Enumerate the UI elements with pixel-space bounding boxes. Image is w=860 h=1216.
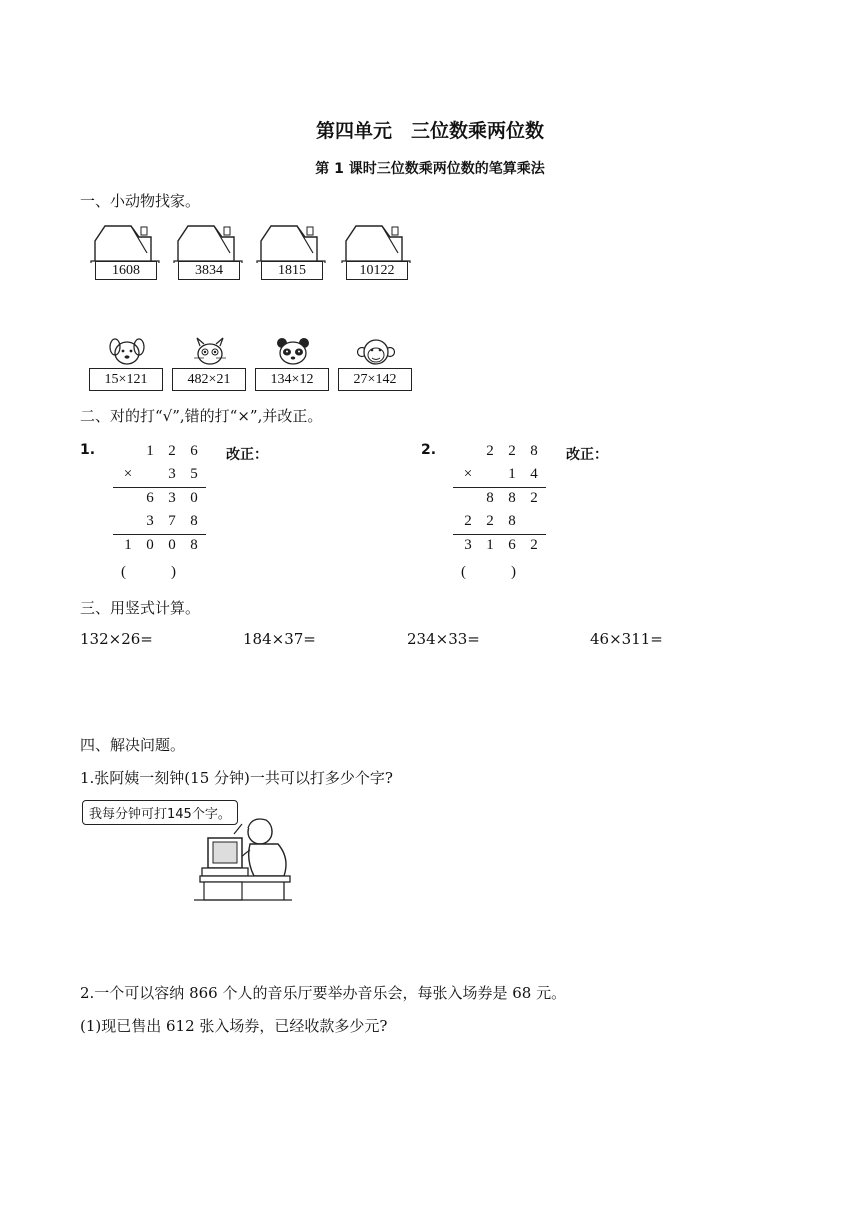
times-sign: × — [463, 466, 473, 482]
answer-mark-blank[interactable]: ( ) — [461, 564, 516, 580]
question-2-part-1: (1)现已售出 612 张入场券，已经收款多少元? — [80, 1017, 388, 1035]
animal-card-3 — [255, 336, 329, 392]
digit: 1 — [124, 537, 132, 553]
digit: 0 — [168, 537, 176, 553]
section-4-heading: 四、解决问题。 — [80, 736, 186, 754]
times-sign: × — [123, 466, 133, 482]
digit: 8 — [190, 513, 198, 529]
house-number: 3834 — [178, 261, 240, 280]
digit: 3 — [168, 466, 176, 482]
calc-item-4: 46×311= — [590, 630, 663, 648]
rule-line — [453, 487, 546, 488]
digit: 2 — [530, 537, 538, 553]
section-1-heading: 一、小动物找家。 — [80, 192, 201, 210]
digit: 7 — [168, 513, 176, 529]
digit: 6 — [190, 443, 198, 459]
problem-1-fix-label: 改正： — [226, 447, 268, 463]
typist-at-computer-icon — [180, 798, 300, 908]
animal-expression: 482×21 — [172, 368, 246, 391]
digit: 3 — [146, 513, 154, 529]
digit: 2 — [486, 443, 494, 459]
digit: 5 — [190, 466, 198, 482]
rule-line — [113, 487, 206, 488]
house-number: 1608 — [95, 261, 157, 280]
digit: 1 — [508, 466, 516, 482]
rule-line — [113, 534, 206, 535]
problem-2-calculation — [453, 443, 548, 583]
speech-bubble: 我每分钟可打145个字。 — [82, 800, 238, 825]
animal-expression: 15×121 — [89, 368, 163, 391]
house-number: 10122 — [346, 261, 408, 280]
animal-expression: 27×142 — [338, 368, 412, 391]
problem-2-number: 2. — [421, 442, 437, 458]
digit: 1 — [146, 443, 154, 459]
answer-mark-blank[interactable]: ( ) — [121, 564, 176, 580]
monkey-icon — [356, 336, 396, 368]
squirrel-icon — [190, 336, 230, 368]
problem-2-fix-label: 改正： — [566, 447, 608, 463]
digit: 8 — [486, 490, 494, 506]
digit: 6 — [508, 537, 516, 553]
dog-icon — [107, 336, 147, 368]
digit: 0 — [190, 490, 198, 506]
animal-expression: 134×12 — [255, 368, 329, 391]
question-2: 2.一个可以容纳 866 个人的音乐厅要举办音乐会，每张入场券是 68 元。 — [80, 984, 567, 1002]
animal-card-4 — [338, 336, 412, 392]
section-3-heading: 三、用竖式计算。 — [80, 599, 201, 617]
panda-icon — [273, 336, 313, 368]
calc-item-1: 132×26= — [80, 630, 153, 648]
house-number: 1815 — [261, 261, 323, 280]
problem-1-number: 1. — [80, 442, 96, 458]
digit: 2 — [168, 443, 176, 459]
question-1: 1.张阿姨一刻钟(15 分钟)一共可以打多少个字? — [80, 769, 393, 787]
digit: 8 — [508, 513, 516, 529]
page-subtitle: 第 1 课时三位数乘两位数的笔算乘法 — [315, 161, 545, 177]
house-3 — [255, 223, 327, 279]
house-4 — [340, 223, 412, 279]
animal-card-2 — [172, 336, 246, 392]
rule-line — [453, 534, 546, 535]
digit: 6 — [146, 490, 154, 506]
digit: 2 — [464, 513, 472, 529]
section-2-heading: 二、对的打“√”,错的打“×”,并改正。 — [80, 407, 323, 425]
digit: 3 — [168, 490, 176, 506]
digit: 4 — [530, 466, 538, 482]
digit: 2 — [508, 443, 516, 459]
digit: 0 — [146, 537, 154, 553]
problem-1-calculation — [113, 443, 208, 583]
animal-card-1 — [89, 336, 163, 392]
calc-item-2: 184×37= — [243, 630, 316, 648]
calc-item-3: 234×33= — [407, 630, 480, 648]
house-1 — [89, 223, 161, 279]
digit: 8 — [508, 490, 516, 506]
page-title: 第四单元 三位数乘两位数 — [315, 120, 544, 142]
digit: 3 — [464, 537, 472, 553]
house-2 — [172, 223, 244, 279]
digit: 1 — [486, 537, 494, 553]
digit: 8 — [190, 537, 198, 553]
digit: 2 — [530, 490, 538, 506]
digit: 8 — [530, 443, 538, 459]
digit: 2 — [486, 513, 494, 529]
